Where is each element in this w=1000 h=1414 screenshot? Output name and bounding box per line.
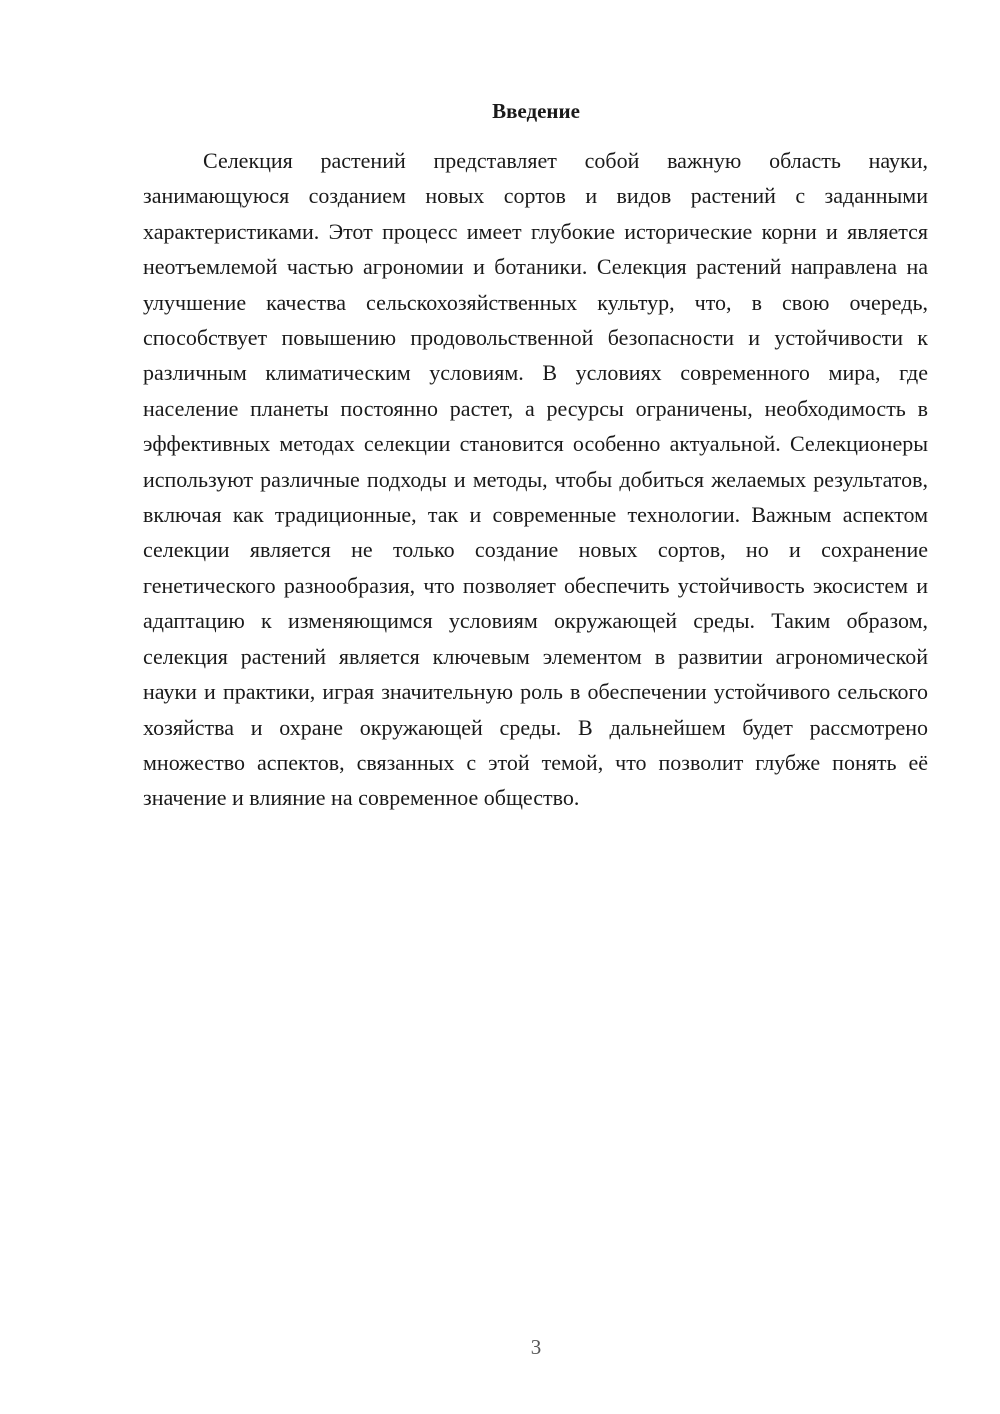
section-title: Введение <box>492 99 580 123</box>
body-paragraph: Селекция растений представляет собой важную область науки, занимающуюся созданием новых сортов и видов растений с заданными характеристиками. Этот процесс имеет глубокие исторические корни и является неотъемлемой частью агрономии и ботаники. Селекция растений направлена на улучшение качества сельскохозяйственных культур, что, в свою очередь, способствует повышению продовольственной безопасности и устойчивости к различным климатическим условиям. В условиях современного мира, где население планеты постоянно растет, а ресурсы ограничены, необходимость в эффективных методах селекции становится особенно актуальной. Селекционеры используют различные подходы и методы, чтобы добиться желаемых результатов, включая как традиционные, так и современные технологии. Важным аспектом селекции является не только создание новых сортов, но и сохранение генетического разнообразия, что позволяет обеспечить устойчивость экосистем и адаптацию к изменяющимся условиям окружающей среды. Таким образом, селекция растений является ключевым элементом в развитии агрономической науки и практики, играя значительную роль в обеспечении устойчивого сельского хозяйства и охране окружающей среды. В дальнейшем будет рассмотрено множество аспектов, связанных с этой темой, что позволит глубже понять её значение и влияние на современное общество. <box>143 148 928 811</box>
page-number: 3 <box>530 1335 542 1359</box>
